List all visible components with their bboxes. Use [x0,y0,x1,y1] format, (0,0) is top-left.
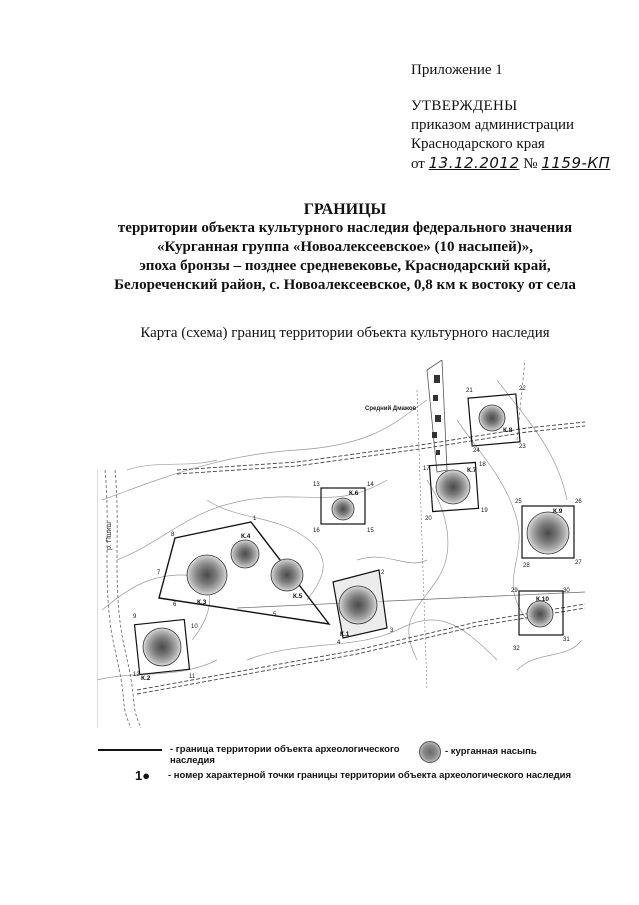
approval-date-line [411,154,610,174]
approved-by-line: приказом администрации [411,117,575,133]
title-line-2: территории объекта культурного наследия федерального значения [117,220,573,236]
point-label: 24 [473,448,480,454]
appendix-label: Приложение 1 [411,62,503,78]
point-label: 30 [563,588,570,594]
mound-label: К.10 [536,596,550,603]
point-label: 28 [523,563,530,569]
title-line-1: ГРАНИЦЫ [303,201,387,218]
point-label: 26 [575,499,582,505]
mound-k1 [339,586,377,624]
point-label: 2 [381,570,385,576]
mound-k5 [271,559,303,591]
mound-k3 [187,555,227,595]
mound-label: К.8 [503,427,513,434]
legend-mound-icon [419,741,441,763]
village-strip [427,360,525,472]
title-line-3: «Курганная группа «Новоалексеевское» (10 насыпей)», [157,239,533,255]
title-line-5: Белореченский район, с. Новоалексеевское, 0,8 км к востоку от села [114,277,576,293]
boundary-map [97,360,585,728]
point-label: 21 [466,388,473,394]
mound-label: К.4 [241,533,251,540]
title-line-4: эпоха бронзы – позднее средневековье, Краснодарский край, [139,258,551,274]
date-prefix: от [411,156,425,172]
mound-label: К.5 [293,593,303,600]
point-label: 23 [519,444,526,450]
place-label: Средний Дмажов [365,406,417,412]
legend-mound-text: - курганная насыпь [445,746,537,757]
point-label: 29 [511,588,518,594]
legend-point-text: - номер характерной точки границы территории объекта археологического наследия [168,770,572,781]
point-label: 1 [253,516,257,522]
point-dot-icon: ● [142,768,151,783]
point-label: 11 [189,674,196,680]
map-caption: Карта (схема) границ территории объекта культурного наследия [140,325,550,341]
mound-k10 [527,601,553,627]
point-label: 17 [423,466,430,472]
mound-label: К.6 [349,490,359,497]
mound-label: К.9 [553,508,563,515]
mound-label: К.1 [340,631,350,638]
mound-k9 [527,512,569,554]
point-label: 3 [390,628,394,634]
legend-boundary-line-1: - граница территории объекта археологического [170,744,400,755]
point-label: 27 [575,560,582,566]
point-label: 14 [367,482,374,488]
approved-label: УТВЕРЖДЕНЫ [411,98,518,114]
point-label: 7 [157,570,161,576]
mound-label: К.3 [197,599,207,606]
legend-boundary-line [98,749,162,751]
point-label: 22 [519,386,526,392]
legend-boundary-text [170,744,400,766]
point-label: 31 [563,637,570,643]
point-label: 20 [425,516,432,522]
date-value: 13.12.2012 [428,154,520,172]
number-prefix: № [523,156,538,172]
point-label: 10 [191,624,198,630]
approved-region-line: Краснодарского края [411,136,545,152]
point-label: 12 [133,672,140,678]
legend-boundary-line-2: наследия [170,755,215,766]
mound-k7 [436,470,470,504]
point-label: 16 [313,528,320,534]
legend-point-number: 1 [135,768,143,783]
point-label: 9 [133,614,137,620]
mound-label: К.7 [467,467,477,474]
mound-label: К.2 [141,675,151,682]
mound-k8 [479,405,505,431]
mound-k4 [231,540,259,568]
approval-block [411,97,610,174]
mound-k2 [143,628,181,666]
point-label: 6 [173,602,177,608]
point-label: 25 [515,499,522,505]
point-label: 13 [313,482,320,488]
point-label: 4 [337,640,341,646]
document-title [60,200,630,295]
point-label: 19 [481,508,488,514]
point-label: 32 [513,646,520,652]
point-label: 5 [273,612,277,618]
river-lines [105,470,141,728]
point-label: 18 [479,462,486,468]
point-label: 15 [367,528,374,534]
point-label: 8 [171,532,175,538]
legend-point-symbol [135,768,150,783]
river-label: р. Пшиш [106,522,113,550]
mound-k6 [332,498,354,520]
number-value: 1159-КП [541,154,611,172]
